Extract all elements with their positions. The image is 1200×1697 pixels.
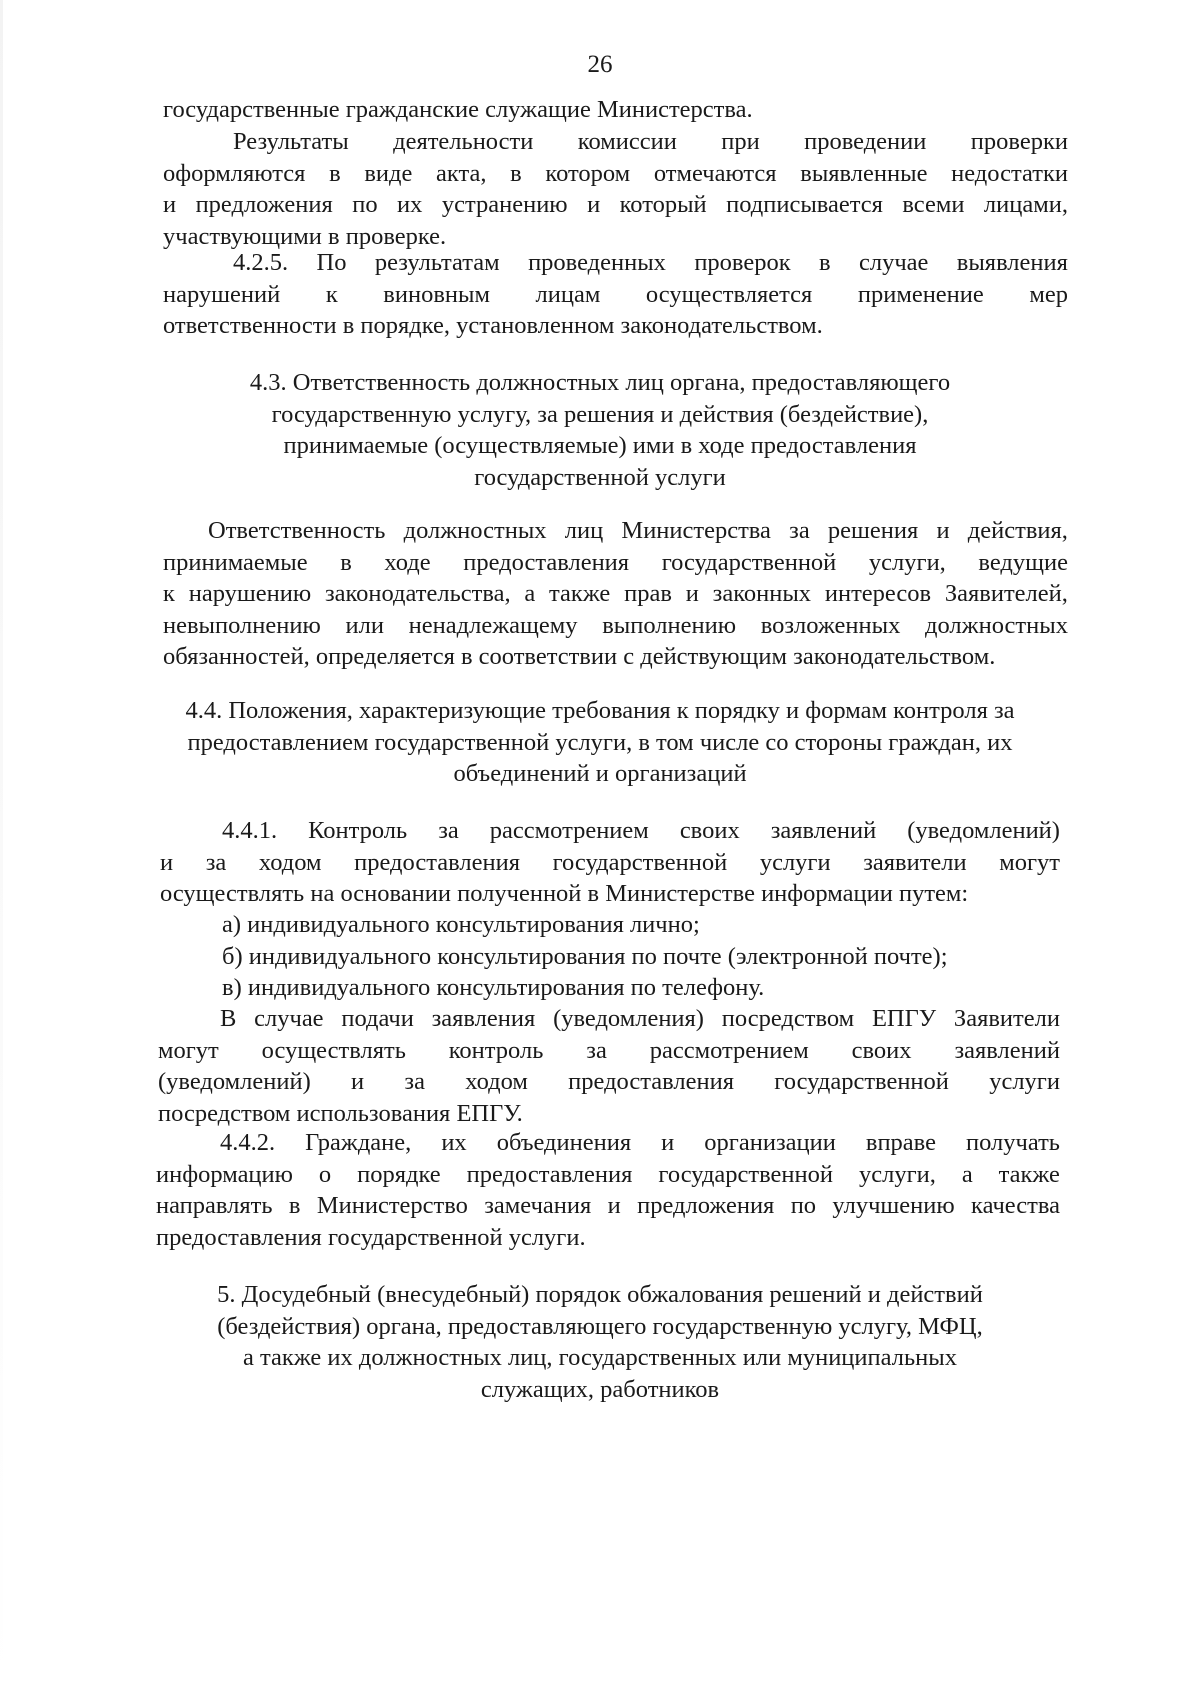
word: проведении: [804, 128, 927, 155]
heading-line: служащих, работников: [480, 1375, 720, 1403]
heading-line: государственной услуги: [474, 463, 726, 491]
text-line: [158, 1035, 1060, 1067]
list-item: в) индивидуального консультирования по телефону.: [222, 974, 765, 1002]
word: оформляются: [163, 159, 306, 187]
word: Граждане,: [305, 1129, 412, 1156]
text-line: [163, 126, 1068, 158]
word: заявлений: [954, 1036, 1060, 1064]
text-line: [163, 279, 1068, 311]
word: отмечаются: [653, 159, 777, 187]
word: государственной: [774, 1068, 949, 1096]
word: Заявители: [953, 1005, 1060, 1032]
word: направлять: [156, 1192, 273, 1220]
word: выявления: [956, 249, 1068, 276]
word: за: [789, 517, 810, 544]
word: невыполнению: [163, 611, 321, 639]
word: Ответственность: [208, 517, 386, 544]
word: государственной: [661, 548, 837, 576]
text-line: ответственности в порядке, установленном законодательством.: [163, 312, 823, 340]
word: и: [587, 191, 601, 219]
word: законных: [712, 580, 812, 608]
word: информацию: [156, 1160, 293, 1188]
word: осуществлять: [261, 1036, 406, 1064]
word: В: [220, 1005, 237, 1032]
text-line: [156, 1159, 1060, 1191]
word: организации: [704, 1129, 836, 1156]
scan-edge: [0, 0, 3, 1697]
word: ходом: [258, 848, 322, 876]
word: а: [961, 1160, 973, 1188]
word: в: [340, 548, 352, 576]
word: 4.4.2.: [220, 1129, 276, 1156]
word: 4.4.1.: [222, 817, 278, 844]
heading-line: 5. Досудебный (внесудебный) порядок обжалования решений и действий: [217, 1281, 983, 1308]
word: случае: [858, 249, 929, 276]
text-line: [156, 1190, 1060, 1222]
word: Министерства: [621, 517, 771, 544]
paragraph-epgu: [158, 1003, 1060, 1129]
word: и: [936, 517, 950, 544]
word: лиц: [564, 517, 604, 544]
text-line: [160, 815, 1060, 847]
paragraph-responsibility: [163, 515, 1068, 673]
word: применение: [857, 280, 984, 308]
word: Контроль: [308, 817, 408, 844]
word: услуги: [989, 1068, 1060, 1096]
word: выполнению: [602, 611, 737, 639]
word: государственной: [552, 848, 728, 876]
word: рассмотрением: [649, 1036, 809, 1064]
list-item: а) индивидуального консультирования лично;: [222, 911, 700, 938]
word: к: [163, 580, 175, 608]
word: и: [160, 848, 174, 876]
heading-line: принимаемые (осуществляемые) ими в ходе предоставления: [283, 432, 917, 460]
word: проверки: [970, 128, 1068, 155]
section-heading-4-3: [150, 367, 1050, 493]
text-line: [163, 610, 1068, 642]
heading-line: а также их должностных лиц, государственных или муниципальных: [243, 1344, 957, 1372]
word: своих: [679, 817, 740, 844]
word: предоставления: [568, 1068, 735, 1096]
word: комиссии: [577, 128, 677, 155]
word: в: [819, 249, 831, 276]
word: рассмотрением: [489, 817, 649, 844]
word: действия,: [967, 517, 1068, 544]
word: к: [325, 280, 338, 308]
word: возложенных: [760, 611, 901, 639]
word: и: [661, 1129, 675, 1156]
text-line: [163, 515, 1068, 547]
paragraph-continuation: [163, 94, 1068, 126]
word: контроль: [448, 1036, 544, 1064]
word: их: [441, 1129, 467, 1156]
text-line: [163, 158, 1068, 190]
word: нарушений: [163, 280, 281, 308]
text-line: [163, 189, 1068, 221]
word: по: [790, 1192, 817, 1220]
word: (уведомлений): [907, 817, 1060, 844]
word: деятельности: [393, 128, 534, 155]
word: или: [345, 611, 384, 639]
heading-line: предоставлением государственной услуги, в том числе со стороны граждан, их: [187, 728, 1013, 756]
word: а: [524, 580, 536, 608]
word: подачи: [341, 1005, 414, 1032]
heading-line: объединений и организаций: [453, 760, 747, 788]
word: принимаемые: [163, 548, 308, 576]
word: и: [607, 1192, 621, 1220]
consultation-list: [222, 909, 1062, 1004]
text-line: [158, 1066, 1060, 1098]
word: государственной: [658, 1160, 834, 1188]
word: По: [316, 249, 347, 276]
word: лицами,: [983, 191, 1068, 219]
word: должностных: [403, 517, 547, 544]
word: осуществляется: [645, 280, 813, 308]
word: улучшению: [832, 1192, 955, 1220]
word: предоставления: [354, 848, 520, 876]
word: предложения: [195, 191, 333, 219]
word: предоставления: [463, 548, 630, 576]
paragraph-4-2-5: [163, 247, 1068, 342]
word: решения: [827, 517, 919, 544]
text-line: [163, 547, 1068, 579]
word: заявления: [431, 1005, 536, 1032]
word: получать: [966, 1129, 1060, 1156]
word: и: [163, 191, 177, 219]
word: по: [352, 191, 378, 219]
word: посредством: [721, 1005, 855, 1032]
word: виде: [364, 159, 413, 187]
text-line: осуществлять на основании полученной в Министерстве информации путем:: [160, 880, 969, 908]
word: недостатки: [951, 159, 1068, 187]
word: случае: [254, 1005, 324, 1032]
section-heading-5: [150, 1279, 1050, 1405]
word: в: [288, 1192, 301, 1220]
word: всеми: [902, 191, 965, 219]
word: о: [318, 1160, 332, 1188]
word: порядке: [357, 1160, 441, 1188]
word: проверок: [694, 249, 791, 276]
word: (уведомлений): [158, 1068, 311, 1096]
word: нарушению: [188, 580, 312, 608]
word: мер: [1029, 280, 1068, 308]
text-line: [158, 1003, 1060, 1035]
section-heading-4-4: [150, 695, 1050, 790]
word: должностных: [925, 611, 1068, 639]
word: ненадлежащему: [408, 611, 578, 639]
text-line: государственные гражданские служащие Министерства.: [163, 96, 753, 123]
word: Заявителей,: [944, 580, 1068, 608]
text-line: предоставления государственной услуги.: [156, 1223, 586, 1251]
word: заявители: [863, 848, 967, 876]
text-line: [163, 247, 1068, 279]
paragraph-4-4-1: [160, 815, 1060, 910]
text-line: участвующими в проверке.: [163, 222, 447, 250]
word: замечания: [484, 1192, 592, 1220]
word: также: [998, 1160, 1060, 1188]
word: прав: [624, 580, 672, 608]
word: ведущие: [978, 548, 1068, 576]
word: котором: [545, 159, 631, 187]
word: и: [351, 1068, 365, 1096]
word: услуги,: [858, 1160, 936, 1188]
text-line: [160, 847, 1060, 879]
word: Министерство: [316, 1192, 468, 1220]
word: за: [404, 1068, 425, 1096]
word: подписывается: [726, 191, 883, 219]
word: проведенных: [528, 249, 666, 276]
word: услуги,: [868, 548, 946, 576]
word: который: [619, 191, 707, 219]
word: за: [586, 1036, 607, 1064]
word: Результаты: [233, 128, 349, 155]
word: лицам: [535, 280, 601, 308]
word: услуги: [759, 848, 831, 876]
paragraph-4-4-2: [156, 1127, 1060, 1253]
heading-line: 4.4. Положения, характеризующие требования к порядку и формам контроля за: [185, 697, 1015, 724]
text-line: посредством использования ЕПГУ.: [158, 1099, 523, 1127]
list-item: б) индивидуального консультирования по почте (электронной почте);: [222, 942, 948, 970]
word: за: [205, 848, 227, 876]
word: результатам: [374, 249, 500, 276]
word: могут: [158, 1036, 219, 1064]
text-line: [156, 1127, 1060, 1159]
heading-line: государственную услугу, за решения и действия (бездействие),: [271, 400, 929, 428]
word: ходе: [384, 548, 431, 576]
word: ЕПГУ: [871, 1005, 937, 1032]
word: могут: [999, 848, 1060, 876]
word: их: [397, 191, 423, 219]
word: своих: [851, 1036, 912, 1064]
word: интересов: [824, 580, 932, 608]
word: выявленные: [800, 159, 928, 187]
word: ходом: [465, 1068, 528, 1096]
text-line: [163, 578, 1068, 610]
word: при: [721, 128, 760, 155]
paragraph-commission-results: [163, 126, 1068, 252]
word: акта,: [436, 159, 487, 187]
word: в: [329, 159, 341, 187]
heading-line: (бездействия) органа, предоставляющего государственную услугу, МФЦ,: [217, 1312, 983, 1340]
text-line: обязанностей, определяется в соответствии с действующим законодательством.: [163, 643, 996, 671]
word: виновным: [383, 280, 490, 308]
word: за: [438, 817, 459, 844]
word: (уведомления): [553, 1005, 704, 1032]
word: качества: [971, 1192, 1060, 1220]
page-number: 26: [587, 51, 613, 78]
word: в: [510, 159, 522, 187]
word: законодательства,: [324, 580, 511, 608]
word: заявлений: [770, 817, 877, 844]
word: предложения: [637, 1192, 775, 1220]
word: и: [685, 580, 699, 608]
heading-line: 4.3. Ответственность должностных лиц органа, предоставляющего: [249, 369, 951, 396]
word: 4.2.5.: [233, 249, 289, 276]
word: устранению: [441, 191, 568, 219]
word: предоставления: [466, 1160, 633, 1188]
word: объединения: [496, 1129, 632, 1156]
word: вправе: [865, 1129, 936, 1156]
word: также: [549, 580, 611, 608]
